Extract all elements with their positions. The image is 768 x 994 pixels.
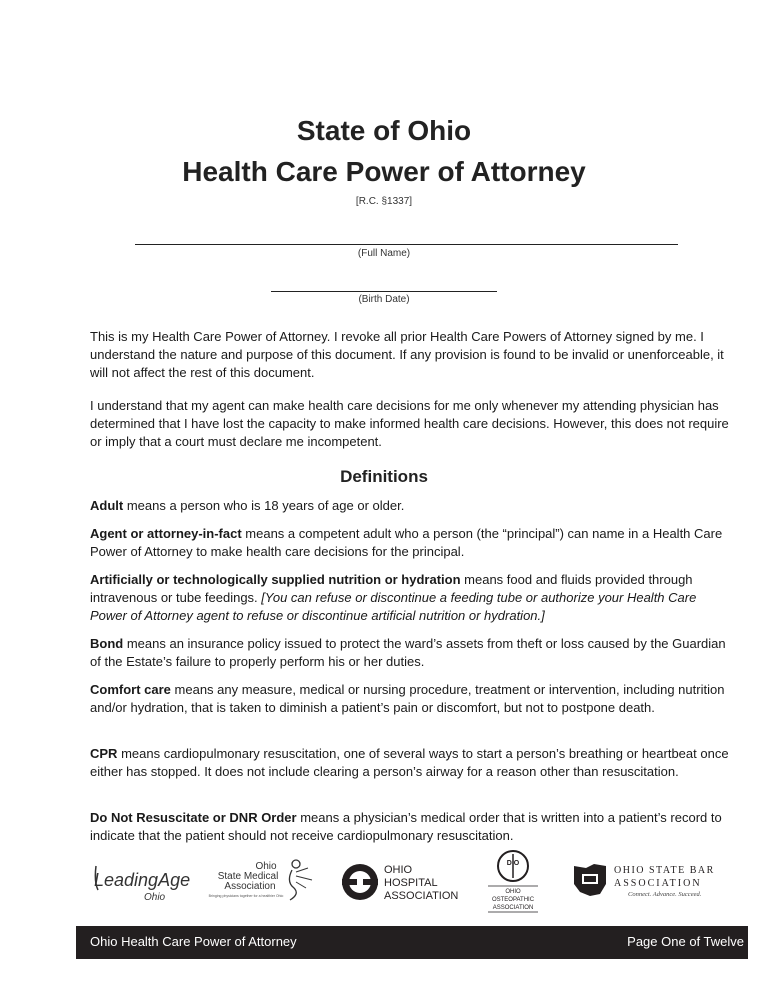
osma-line2: State Medical [217, 871, 279, 882]
ooa-badge-text: D O [506, 860, 520, 867]
definition-cpr [90, 745, 730, 781]
ooa-line1: OHIO [505, 889, 521, 895]
osma-tagline: Bringing physicians together for a healthier Ohio [208, 894, 284, 898]
definition-comfort-care [90, 681, 730, 717]
document-title-line1: State of Ohio [296, 115, 472, 146]
leadingage-sub: Ohio [144, 892, 166, 903]
osma-logo [208, 858, 323, 904]
oha-line1: OHIO [384, 864, 413, 876]
definition-dnr [90, 809, 730, 845]
intro-paragraph-1: This is my Health Care Power of Attorney. I revoke all prior Health Care Powers of Attorney signed by me. I understand the nature and purpose of this document. If any provision is found to be invalid or unenforceable, it will not affect the rest of this document. [90, 329, 724, 380]
definition-text: means an insurance policy issued to protect the ward’s assets from theft or loss caused by the Guardian of the Estate’s failure to properly perform his or her duties. [90, 636, 726, 669]
ohio-hospital-association-logo [340, 860, 468, 904]
definition-bond [90, 635, 730, 671]
footer-page-number: Page One of Twelve [627, 934, 744, 949]
definition-adult [90, 497, 730, 515]
definitions-heading: Definitions [340, 467, 428, 486]
definition-term: Agent or attorney-in-fact [90, 526, 242, 541]
leadingage-ohio-logo [92, 860, 192, 904]
footer-document-title: Ohio Health Care Power of Attorney [90, 934, 297, 949]
caduceus-figure-icon [289, 860, 312, 900]
full-name-line [135, 244, 678, 245]
osba-line1: OHIO STATE BAR [614, 865, 715, 876]
definition-text: means food and fluids provided through intravenous or tube feedings. [90, 572, 693, 605]
definition-nutrition [90, 571, 730, 625]
oha-line2: HOSPITAL [384, 877, 438, 889]
definition-term: Do Not Resuscitate or DNR Order [90, 810, 297, 825]
definition-term: CPR [90, 746, 118, 761]
definition-term: Bond [90, 636, 124, 651]
ohio-state-bar-association-logo [572, 862, 717, 902]
birth-date-line [271, 291, 497, 292]
ooa-line2: OSTEOPATHIC [491, 897, 535, 903]
oha-emblem-icon [342, 864, 378, 900]
page-footer [76, 926, 748, 959]
birth-date-label: (Birth Date) [358, 294, 410, 305]
osba-line2: ASSOCIATION [614, 878, 702, 889]
ohio-osteopathic-association-logo [484, 850, 542, 914]
osba-tagline: Connect. Advance. Succeed. [628, 891, 702, 898]
definition-agent [90, 525, 730, 561]
document-title-line2: Health Care Power of Attorney [182, 156, 586, 187]
leadingage-wordmark: LeadingAge [94, 870, 191, 890]
definition-text: means a person who is 18 years of age or older. [123, 498, 405, 513]
definition-note: [You can refuse or discontinue a feeding tube or authorize your Health Care Power of Attorney agent to refuse or discontinue artificial nutrition or hydration.] [90, 590, 697, 623]
definition-term: Adult [90, 498, 124, 513]
osma-line3: Association [224, 881, 276, 892]
definition-text: means a competent adult who a person (the “principal”) can name in a Health Care Power of Attorney to make health care decisions for the principal. [90, 526, 723, 559]
do-badge-icon [498, 851, 528, 881]
ohio-map-icon [574, 864, 606, 896]
definition-term: Artificially or technologically supplied nutrition or hydration [90, 572, 461, 587]
intro-paragraph-2: I understand that my agent can make health care decisions for me only whenever my attending physician has determined that I have lost the capacity to make informed health care decisions. However, this does not require or imply that a court must declare me incompetent. [90, 398, 729, 449]
oha-line3: ASSOCIATION [384, 890, 459, 902]
ooa-line3: ASSOCIATION [492, 905, 534, 911]
definition-term: Comfort care [90, 682, 171, 697]
definition-text: means any measure, medical or nursing procedure, treatment or intervention, including nutrition and/or hydration, that is taken to diminish a patient’s pain or discomfort, but not to postpone death. [90, 682, 725, 715]
definition-text: means a physician’s medical order that is written into a patient’s record to indicate that the patient should not receive cardiopulmonary resuscitation. [90, 810, 722, 843]
osma-line1: Ohio [255, 861, 277, 872]
statute-reference: [R.C. §1337] [355, 196, 413, 207]
definition-text: means cardiopulmonary resuscitation, one of several ways to start a person’s breathing or heartbeat once either has stopped. It does not include clearing a person’s airway for a reason other than resuscitation. [90, 746, 729, 779]
full-name-label: (Full Name) [357, 248, 411, 259]
